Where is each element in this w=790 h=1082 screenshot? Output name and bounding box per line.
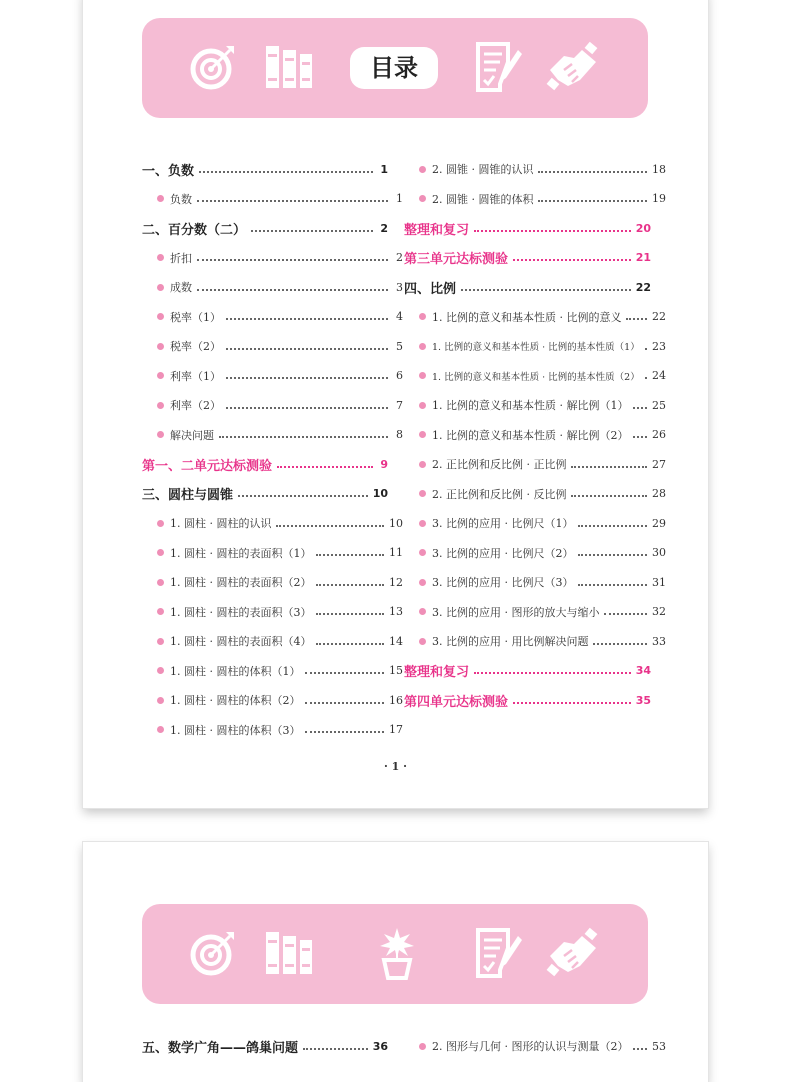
toc-entry-label: 3. 比例的应用 · 比例尺（1） <box>432 517 574 530</box>
toc-review-entry <box>404 247 651 269</box>
bullet-dot-icon <box>157 667 164 674</box>
checklist-icon <box>472 926 526 980</box>
leader-dots <box>474 671 631 674</box>
toc-page-number: 18 <box>652 162 666 176</box>
bullet-dot-icon <box>157 284 164 291</box>
toc-entry-label: 3. 比例的应用 · 图形的放大与缩小 <box>432 605 600 619</box>
toc-entry-label: 2. 圆锥 · 圆锥的体积 <box>432 192 534 206</box>
toc-entry-label: 利率（2） <box>170 399 221 412</box>
bullet-dot-icon <box>157 608 164 615</box>
toc-entry-label: 第一、二单元达标测验 <box>142 458 273 474</box>
toc-entry <box>142 571 403 593</box>
bullet-dot-icon <box>157 343 164 350</box>
bullet-dot-icon <box>157 726 164 733</box>
toc-review-entry <box>404 660 651 682</box>
toc-entry-label: 税率（2） <box>170 340 221 353</box>
toc-entry-label: 一、负数 <box>142 163 195 179</box>
leader-dots <box>578 524 647 527</box>
books-icon <box>262 40 316 94</box>
bullet-dot-icon <box>419 1043 426 1050</box>
toc-entry-label: 3. 比例的应用 · 比例尺（2） <box>432 546 574 560</box>
toc-entry <box>404 365 666 387</box>
toc-entry-label: 1. 比例的意义和基本性质 · 比例的基本性质（2） <box>432 371 640 383</box>
toc-page-number: 20 <box>635 221 651 235</box>
toc-entry-label: 1. 比例的意义和基本性质 · 比例的意义 <box>432 310 622 324</box>
header-banner <box>142 18 648 118</box>
toc-entry <box>142 660 403 682</box>
toc-page-number: 1 <box>380 162 388 176</box>
leader-dots <box>303 1047 368 1050</box>
leader-dots <box>578 583 647 586</box>
toc-section-heading <box>142 217 388 239</box>
toc-entry <box>142 276 403 298</box>
toc-entry <box>404 424 666 446</box>
toc-entry-label: 整理和复习 <box>404 665 470 680</box>
toc-entry-label: 1. 圆柱 · 圆柱的表面积（3） <box>170 605 312 619</box>
toc-entry <box>142 306 403 328</box>
bullet-dot-icon <box>157 697 164 704</box>
bullet-dot-icon <box>157 195 164 202</box>
bullet-dot-icon <box>419 638 426 645</box>
toc-entry-label: 五、数学广角——鸽巢问题 <box>142 1040 299 1056</box>
toc-entry-label: 二、百分数（二） <box>142 222 247 238</box>
leader-dots <box>316 583 384 586</box>
toc-entry <box>404 483 666 505</box>
bullet-dot-icon <box>157 431 164 438</box>
bullet-dot-icon <box>419 549 426 556</box>
toc-page-number: 6 <box>396 369 403 382</box>
bullet-dot-icon <box>157 313 164 320</box>
toc-entry-label: 2. 圆锥 · 圆锥的认识 <box>432 163 534 176</box>
checklist-icon <box>472 40 526 94</box>
toc-entry <box>142 365 403 387</box>
toc-entry-label: 税率（1） <box>170 310 221 324</box>
toc-entry-label: 1. 比例的意义和基本性质 · 比例的基本性质（1） <box>432 342 640 353</box>
leader-dots <box>604 612 647 615</box>
toc-page-number: 31 <box>652 575 666 589</box>
toc-entry <box>142 247 403 269</box>
leader-dots <box>316 553 384 556</box>
toc-entry-label: 1. 圆柱 · 圆柱的表面积（4） <box>170 635 312 648</box>
page-number: · 1 · <box>384 760 407 773</box>
leader-dots <box>645 376 647 379</box>
leader-dots <box>578 553 647 556</box>
toc-entry-label: 三、圆柱与圆锥 <box>142 488 234 503</box>
toc-entry-label: 第三单元达标测验 <box>404 252 509 267</box>
toc-page-number: 11 <box>389 546 403 559</box>
toc-page-number: 17 <box>389 723 403 736</box>
toc-page-number: 5 <box>396 339 403 353</box>
page-title: 目录 <box>350 47 438 89</box>
toc-page-number: 9 <box>380 457 388 471</box>
toc-page-number: 16 <box>389 693 403 707</box>
toc-entry-label: 1. 比例的意义和基本性质 · 解比例（1） <box>432 399 629 412</box>
bullet-dot-icon <box>419 195 426 202</box>
leader-dots <box>633 406 647 409</box>
toc-page-1 <box>83 0 708 808</box>
toc-entry <box>404 306 666 328</box>
bullet-dot-icon <box>157 402 164 409</box>
toc-entry <box>142 335 403 357</box>
toc-entry-label: 成数 <box>170 281 192 294</box>
toc-entry <box>404 188 666 210</box>
toc-page-number: 22 <box>652 310 666 323</box>
toc-section-heading <box>142 158 388 180</box>
toc-page-number: 27 <box>652 457 666 471</box>
toc-entry <box>404 394 666 416</box>
toc-entry <box>142 630 403 652</box>
toc-entry <box>142 601 403 623</box>
bullet-dot-icon <box>157 638 164 645</box>
leader-dots <box>226 406 388 409</box>
toc-entry <box>404 630 666 652</box>
bullet-dot-icon <box>419 166 426 173</box>
leader-dots <box>645 347 647 350</box>
leader-dots <box>316 612 384 615</box>
toc-page-number: 26 <box>652 428 666 441</box>
toc-entry <box>404 512 666 534</box>
header-banner <box>142 904 648 1004</box>
toc-entry <box>142 512 403 534</box>
toc-page-number: 13 <box>389 605 403 618</box>
bullet-dot-icon <box>157 520 164 527</box>
leader-dots <box>626 317 647 320</box>
toc-page-number: 53 <box>652 1039 666 1053</box>
toc-page-number: 24 <box>652 369 666 382</box>
toc-page-number: 23 <box>652 339 666 353</box>
toc-page-number: 36 <box>372 1039 388 1053</box>
leader-dots <box>251 229 373 232</box>
toc-page-number: 10 <box>389 516 403 530</box>
toc-entry-label: 1. 圆柱 · 圆柱的体积（2） <box>170 694 301 707</box>
toc-page-number: 7 <box>396 398 403 412</box>
toc-entry <box>142 719 403 741</box>
leader-dots <box>219 435 388 438</box>
bullet-dot-icon <box>157 549 164 556</box>
toc-entry-label: 利率（1） <box>170 369 221 383</box>
leader-dots <box>305 701 384 704</box>
toc-entry-label: 第四单元达标测验 <box>404 694 509 710</box>
toc-entry-label: 负数 <box>170 192 192 206</box>
toc-page-number: 19 <box>652 192 666 205</box>
leader-dots <box>277 465 373 468</box>
toc-entry-label: 3. 比例的应用 · 用比例解决问题 <box>432 635 589 648</box>
leader-dots <box>316 642 384 645</box>
toc-review-entry <box>404 217 651 239</box>
toc-entry-label: 1. 圆柱 · 圆柱的体积（1） <box>170 664 301 678</box>
target-icon <box>186 926 240 980</box>
leader-dots <box>474 229 631 232</box>
toc-section-heading <box>142 1035 388 1057</box>
bullet-dot-icon <box>419 520 426 527</box>
toc-review-entry <box>142 453 388 475</box>
bullet-dot-icon <box>419 372 426 379</box>
bullet-dot-icon <box>419 579 426 586</box>
leader-dots <box>305 730 384 733</box>
toc-page-number: 10 <box>372 487 388 500</box>
target-icon <box>186 40 240 94</box>
toc-page-number: 35 <box>635 693 651 707</box>
toc-entry-label: 2. 图形与几何 · 图形的认识与测量（2） <box>432 1040 629 1053</box>
leader-dots <box>197 258 388 261</box>
handshake-icon <box>546 926 600 980</box>
leader-dots <box>633 435 647 438</box>
toc-section-heading <box>142 483 388 505</box>
toc-entry-label: 1. 圆柱 · 圆柱的体积（3） <box>170 723 301 737</box>
toc-page-number: 4 <box>396 310 403 323</box>
toc-entry <box>404 601 666 623</box>
leader-dots <box>199 170 373 173</box>
leader-dots <box>513 701 631 704</box>
toc-entry-label: 四、比例 <box>404 281 457 297</box>
leader-dots <box>226 317 388 320</box>
toc-entry <box>404 335 666 357</box>
bullet-dot-icon <box>419 608 426 615</box>
toc-page-number: 8 <box>396 428 403 441</box>
leader-dots <box>538 170 647 173</box>
toc-page-2 <box>83 842 708 1082</box>
toc-page-number: 15 <box>389 664 403 677</box>
toc-page-number: 25 <box>652 398 666 412</box>
toc-entry <box>404 571 666 593</box>
potted-plant-icon <box>370 926 424 980</box>
bullet-dot-icon <box>419 461 426 468</box>
bullet-dot-icon <box>157 254 164 261</box>
toc-entry-label: 1. 圆柱 · 圆柱的表面积（2） <box>170 576 312 589</box>
toc-page-number: 14 <box>389 634 403 648</box>
toc-section-heading <box>404 276 651 298</box>
leader-dots <box>593 642 647 645</box>
toc-entry-label: 2. 正比例和反比例 · 正比例 <box>432 458 567 471</box>
toc-page-number: 22 <box>635 280 651 294</box>
leader-dots <box>633 1047 647 1050</box>
toc-page-number: 29 <box>652 516 666 530</box>
toc-entry-label: 解决问题 <box>170 428 214 442</box>
leader-dots <box>197 199 388 202</box>
toc-page-number: 1 <box>396 192 403 205</box>
bullet-dot-icon <box>157 579 164 586</box>
toc-entry <box>142 689 403 711</box>
toc-entry-label: 折扣 <box>170 251 192 265</box>
toc-entry-label: 1. 圆柱 · 圆柱的表面积（1） <box>170 546 312 560</box>
toc-entry <box>404 453 666 475</box>
books-icon <box>262 926 316 980</box>
leader-dots <box>226 347 388 350</box>
leader-dots <box>571 494 647 497</box>
toc-page-number: 3 <box>396 280 403 294</box>
toc-review-entry <box>404 689 651 711</box>
bullet-dot-icon <box>419 402 426 409</box>
toc-page-number: 33 <box>652 634 666 648</box>
handshake-icon <box>546 40 600 94</box>
toc-entry-label: 3. 比例的应用 · 比例尺（3） <box>432 576 574 589</box>
leader-dots <box>197 288 388 291</box>
toc-page-number: 2 <box>380 221 388 235</box>
leader-dots <box>276 524 384 527</box>
bullet-dot-icon <box>419 431 426 438</box>
leader-dots <box>226 376 388 379</box>
toc-entry-label: 1. 比例的意义和基本性质 · 解比例（2） <box>432 428 629 442</box>
toc-entry-label: 整理和复习 <box>404 222 470 238</box>
toc-entry <box>142 542 403 564</box>
toc-page-number: 2 <box>396 251 403 264</box>
leader-dots <box>538 199 647 202</box>
toc-entry <box>142 394 403 416</box>
toc-page-number: 34 <box>635 664 651 677</box>
leader-dots <box>461 288 631 291</box>
toc-page-number: 30 <box>652 546 666 559</box>
toc-page-number: 28 <box>652 487 666 500</box>
toc-page-number: 12 <box>389 575 403 589</box>
bullet-dot-icon <box>419 313 426 320</box>
toc-entry <box>142 424 403 446</box>
toc-entry-label: 2. 正比例和反比例 · 反比例 <box>432 487 567 501</box>
leader-dots <box>305 671 384 674</box>
toc-entry <box>404 158 666 180</box>
toc-entry <box>404 1035 666 1057</box>
leader-dots <box>238 494 368 497</box>
bullet-dot-icon <box>419 490 426 497</box>
bullet-dot-icon <box>157 372 164 379</box>
toc-entry-label: 1. 圆柱 · 圆柱的认识 <box>170 517 272 530</box>
toc-entry <box>404 542 666 564</box>
leader-dots <box>513 258 631 261</box>
toc-page-number: 21 <box>635 251 651 264</box>
bullet-dot-icon <box>419 343 426 350</box>
toc-page-number: 32 <box>652 605 666 618</box>
toc-entry <box>142 188 403 210</box>
leader-dots <box>571 465 647 468</box>
